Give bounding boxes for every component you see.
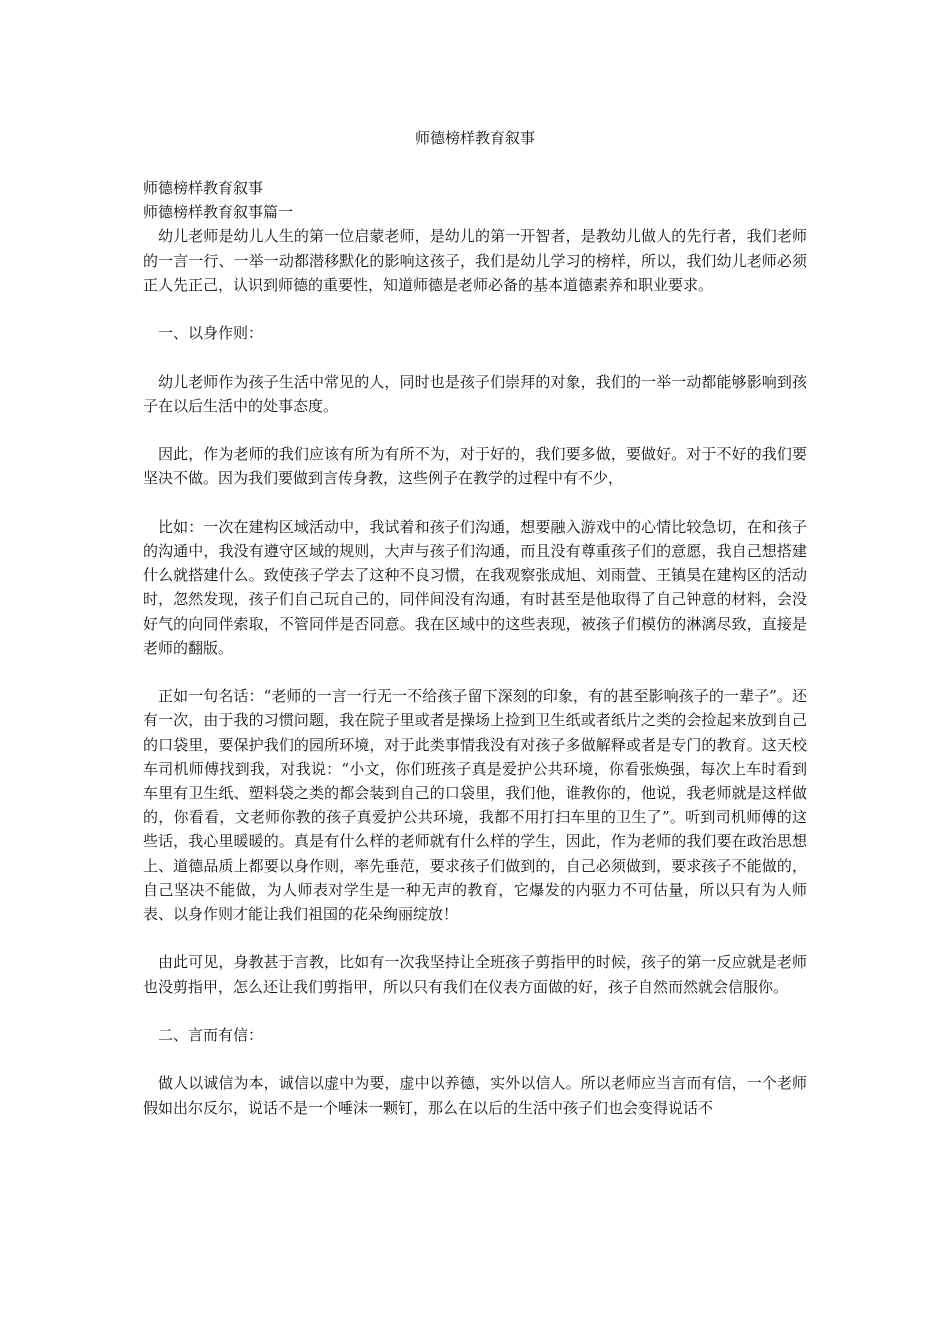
document-body xyxy=(143,176,807,1120)
paragraph: 幼儿老师作为孩子生活中常见的人，同时也是孩子们崇拜的对象，我们的一举一动都能够影响到孩子在以后生活中的处事态度。 xyxy=(143,372,807,415)
paragraph: 做人以诚信为本，诚信以虚中为要，虚中以养德，实外以信人。所以老师应当言而有信，一个老师假如出尔反尔，说话不是一个唾沫一颗钉，那么在以后的生活中孩子们也会变得说话不 xyxy=(143,1074,807,1117)
document-title: 师德榜样教育叙事 xyxy=(414,129,535,147)
paragraph: 由此可见，身教甚于言教，比如有一次我坚持让全班孩子剪指甲的时候，孩子的第一反应就是老师也没剪指甲，怎么还让我们剪指甲，所以只有我们在仪表方面做的好，孩子自然而然就会信服你。 xyxy=(143,953,807,996)
section-title: 师德榜样教育叙事篇一 xyxy=(143,203,294,222)
paragraph: 因此，作为老师的我们应该有所为有所不为，对于好的，我们要多做，要做好。对于不好的我们要坚决不做。因为我们要做到言传身教，这些例子在教学的过程中有不少， xyxy=(143,445,807,488)
heading-lead-by-example: 一、以身作则： xyxy=(158,324,264,343)
paragraph-intro: 幼儿老师是幼儿人生的第一位启蒙老师，是幼儿的第一开智者，是教幼儿做人的先行者，我们老师的一言一行、一举一动都潜移默化的影响这孩子，我们是幼儿学习的榜样，所以，我们幼儿老师必须正人先正己，认识到师德的重要性，知道师德是老师必备的基本道德素养和职业要求。 xyxy=(143,227,807,294)
paragraph: 比如：一次在建构区域活动中，我试着和孩子们沟通，想要融入游戏中的心情比较急切，在和孩子的沟通中，我没有遵守区域的规则，大声与孩子们沟通，而且没有尊重孩子们的意愿，我自己想搭建什么就搭建什么。致使孩子学去了这种不良习惯，在我观察张成旭、刘雨萱、王镇昊在建构区的活动时，忽然发现，孩子们自己玩自己的，同伴间没有沟通，有时甚至是他取得了自己钟意的材料，会没好气的向同伴索取，不管同伴是否同意。我在区域中的这些表现，被孩子们模仿的淋漓尽致，直接是老师的翻版。 xyxy=(143,517,807,657)
heading-keep-promises: 二、言而有信： xyxy=(158,1026,264,1044)
paragraph: 正如一句名话：“老师的一言一行无一不给孩子留下深刻的印象，有的甚至影响孩子的一辈子”。还有一次，由于我的习惯问题，我在院子里或者是操场上捡到卫生纸或者纸片之类的会捡起来放到自己的口袋里，要保护我们的园所环境，对于此类事情我没有对孩子多做解释或者是专门的教育。这天校车司机师傅找到我，对我说：“小文，你们班孩子真是爱护公共环境，你看张焕强，每次上车时看到车里有卫生纸、塑料袋之类的都会装到自己的口袋里，我们他，谁教你的，他说，我老师就是这样做的，你看看，文老师你教的孩子真爱护公共环境，我都不用打扫车里的卫生了”。听到司机师傅的这些话，我心里暖暖的。真是有什么样的老师就有什么样的学生，因此，作为老师的我们要在政治思想上、道德品质上都要以身作则，率先垂范，要求孩子们做到的，自己必须做到，要求孩子不能做的，自己坚决不能做，为人师表对学生是一种无声的教育，它爆发的内驱力不可估量，所以只有为人师表、以身作则才能让我们祖国的花朵绚丽绽放！ xyxy=(143,687,807,924)
document-subtitle: 师德榜样教育叙事 xyxy=(143,179,264,197)
